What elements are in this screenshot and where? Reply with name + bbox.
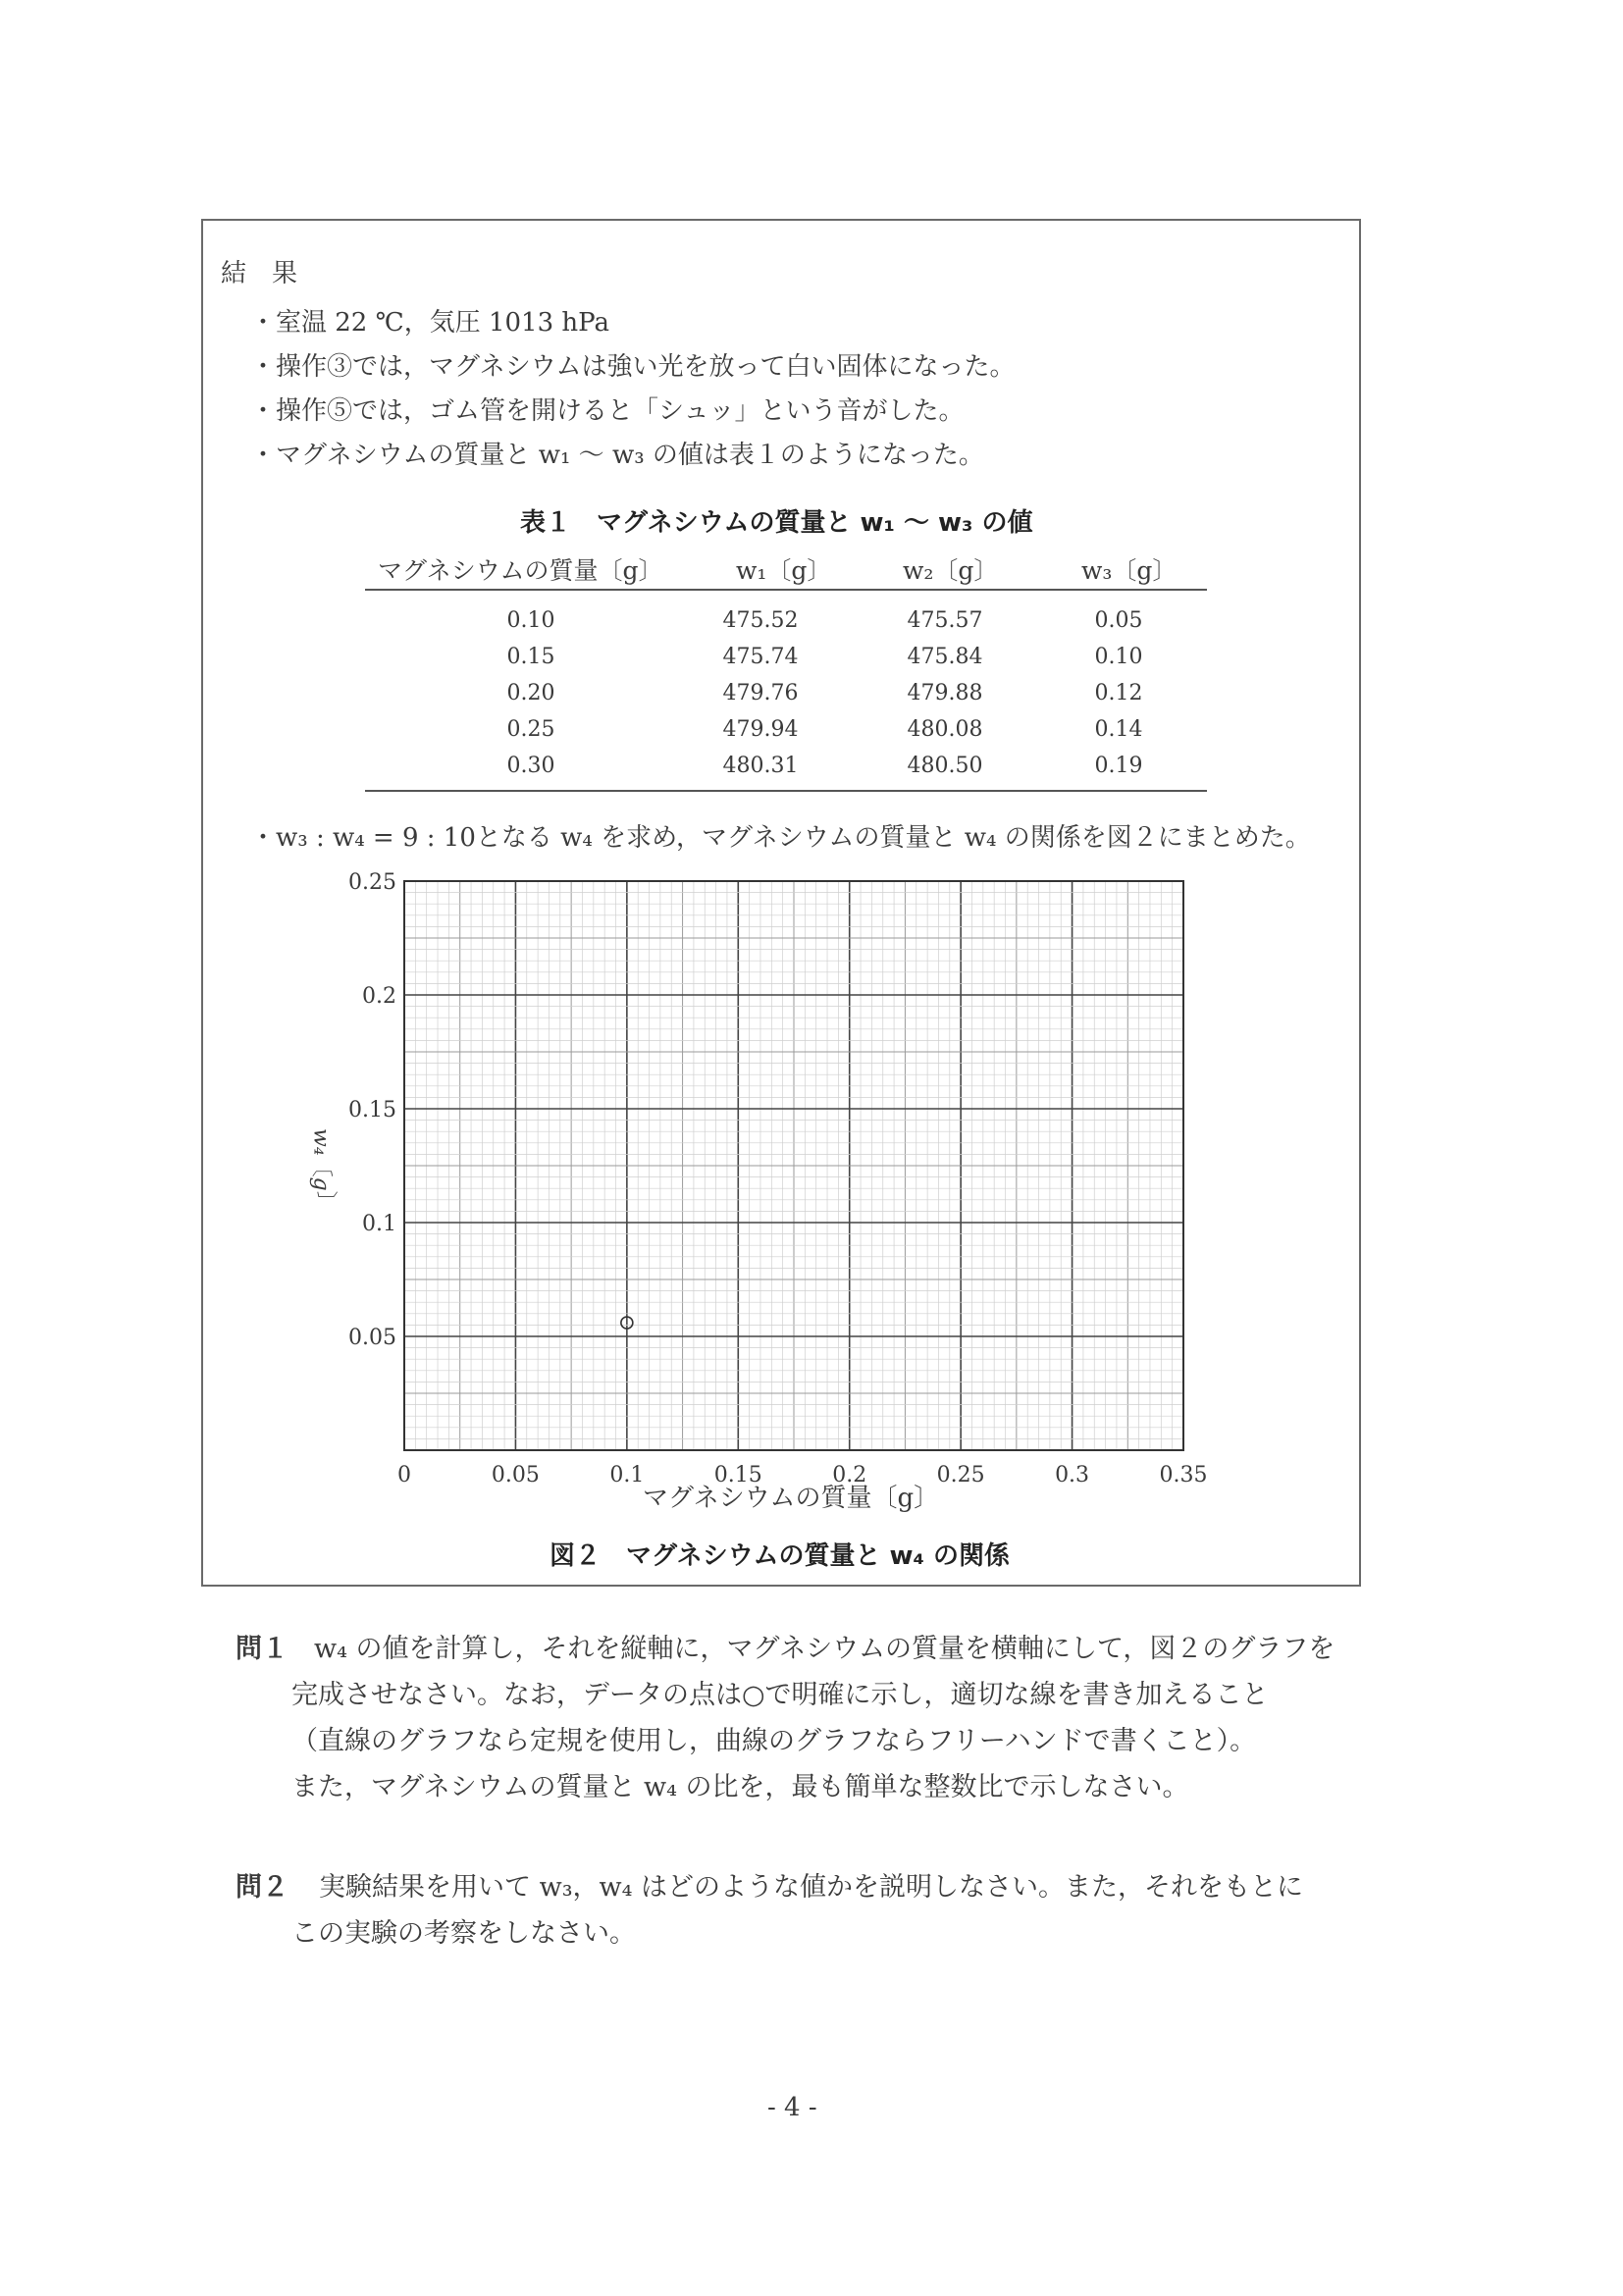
y-axis-label [306, 1128, 336, 1219]
cell-w1: 475.52 [722, 608, 799, 633]
cell-w1: 479.76 [722, 681, 799, 705]
question-1-line: 完成させなさい。なお，データの点は○で明確に示し，適切な線を書き加えること [291, 1680, 1269, 1710]
cell-w3: 0.19 [1094, 754, 1143, 778]
cell-mass: 0.30 [506, 754, 555, 778]
cell-mass: 0.15 [506, 645, 555, 669]
x-tick-label: 0.2 [832, 1463, 867, 1487]
cell-w3: 0.12 [1094, 681, 1143, 705]
cell-mass: 0.10 [506, 608, 555, 633]
table-header-mass: マグネシウムの質量〔g〕 [378, 556, 663, 585]
bullet-operation-5: ・操作⑤では，ゴム管を開けると「シュッ」という音がした。 [250, 396, 965, 426]
x-tick-label: 0.3 [1055, 1463, 1090, 1487]
cell-w2: 475.84 [907, 645, 983, 669]
y-tick-label: 0.05 [348, 1326, 396, 1350]
figure-caption: 図２ マグネシウムの質量と w₄ の関係 [550, 1541, 1010, 1571]
x-tick-label: 0 [397, 1463, 411, 1487]
cell-mass: 0.25 [506, 717, 555, 742]
cell-w1: 479.94 [722, 717, 799, 742]
x-tick-label: 0.1 [609, 1463, 645, 1487]
x-axis-label: マグネシウムの質量〔g〕 [643, 1484, 940, 1513]
cell-w3: 0.05 [1094, 608, 1143, 633]
table-header-w2: w₂〔g〕 [903, 556, 999, 585]
question-2-line: 実験結果を用いて w₃，w₄ はどのような値かを説明しなさい。また，それをもとに [319, 1872, 1304, 1903]
table-caption: 表１ マグネシウムの質量と w₁ ～ w₃ の値 [520, 508, 1033, 538]
cell-w1: 475.74 [722, 645, 799, 669]
y-tick-label: 0.2 [362, 984, 396, 1009]
cell-mass: 0.20 [506, 681, 555, 705]
results-heading: 結 果 [221, 259, 298, 288]
cell-w2: 480.08 [907, 717, 983, 742]
cell-w2: 480.50 [907, 754, 983, 778]
x-tick-label: 0.15 [713, 1463, 762, 1487]
question-1-label: 問１ [236, 1634, 288, 1664]
question-2-label: 問２ [236, 1872, 288, 1903]
question-1-line: w₄ の値を計算し，それを縦軸に，マグネシウムの質量を横軸にして，図２のグラフを [314, 1634, 1335, 1664]
cell-w3: 0.10 [1094, 645, 1143, 669]
cell-w1: 480.31 [722, 754, 799, 778]
cell-w3: 0.14 [1094, 717, 1143, 742]
cell-w2: 479.88 [907, 681, 983, 705]
table-header-w1: w₁〔g〕 [736, 556, 832, 585]
cell-w2: 475.57 [907, 608, 983, 633]
y-tick-label: 0.25 [348, 870, 396, 895]
x-tick-label: 0.05 [491, 1463, 540, 1487]
bullet-table-intro: ・マグネシウムの質量と w₁ ～ w₃ の値は表１のようになった。 [250, 441, 984, 470]
question-1-line: また，マグネシウムの質量と w₄ の比を，最も簡単な整数比で示しなさい。 [291, 1772, 1189, 1802]
table-header-w3: w₃〔g〕 [1081, 556, 1178, 585]
bullet-w4-ratio: ・w₃ : w₄ = 9 : 10となる w₄ を求め，マグネシウムの質量と w₄ の関係を図２にまとめた。 [250, 823, 1311, 853]
page-number: - 4 - [767, 2093, 817, 2122]
question-1-line: （直線のグラフなら定規を使用し，曲線のグラフならフリーハンドで書くこと）。 [291, 1726, 1257, 1756]
question-2-line: この実験の考察をしなさい。 [291, 1918, 636, 1949]
y-axis-label-text: w₄〔g〕 [308, 1128, 334, 1213]
x-tick-label: 0.25 [936, 1463, 985, 1487]
x-tick-label: 0.35 [1159, 1463, 1208, 1487]
y-tick-label: 0.15 [348, 1098, 396, 1122]
bullet-conditions: ・室温 22 ℃，気圧 1013 hPa [250, 308, 609, 338]
bullet-operation-3: ・操作③では，マグネシウムは強い光を放って白い固体になった。 [250, 352, 1016, 382]
y-tick-label: 0.1 [362, 1212, 396, 1236]
